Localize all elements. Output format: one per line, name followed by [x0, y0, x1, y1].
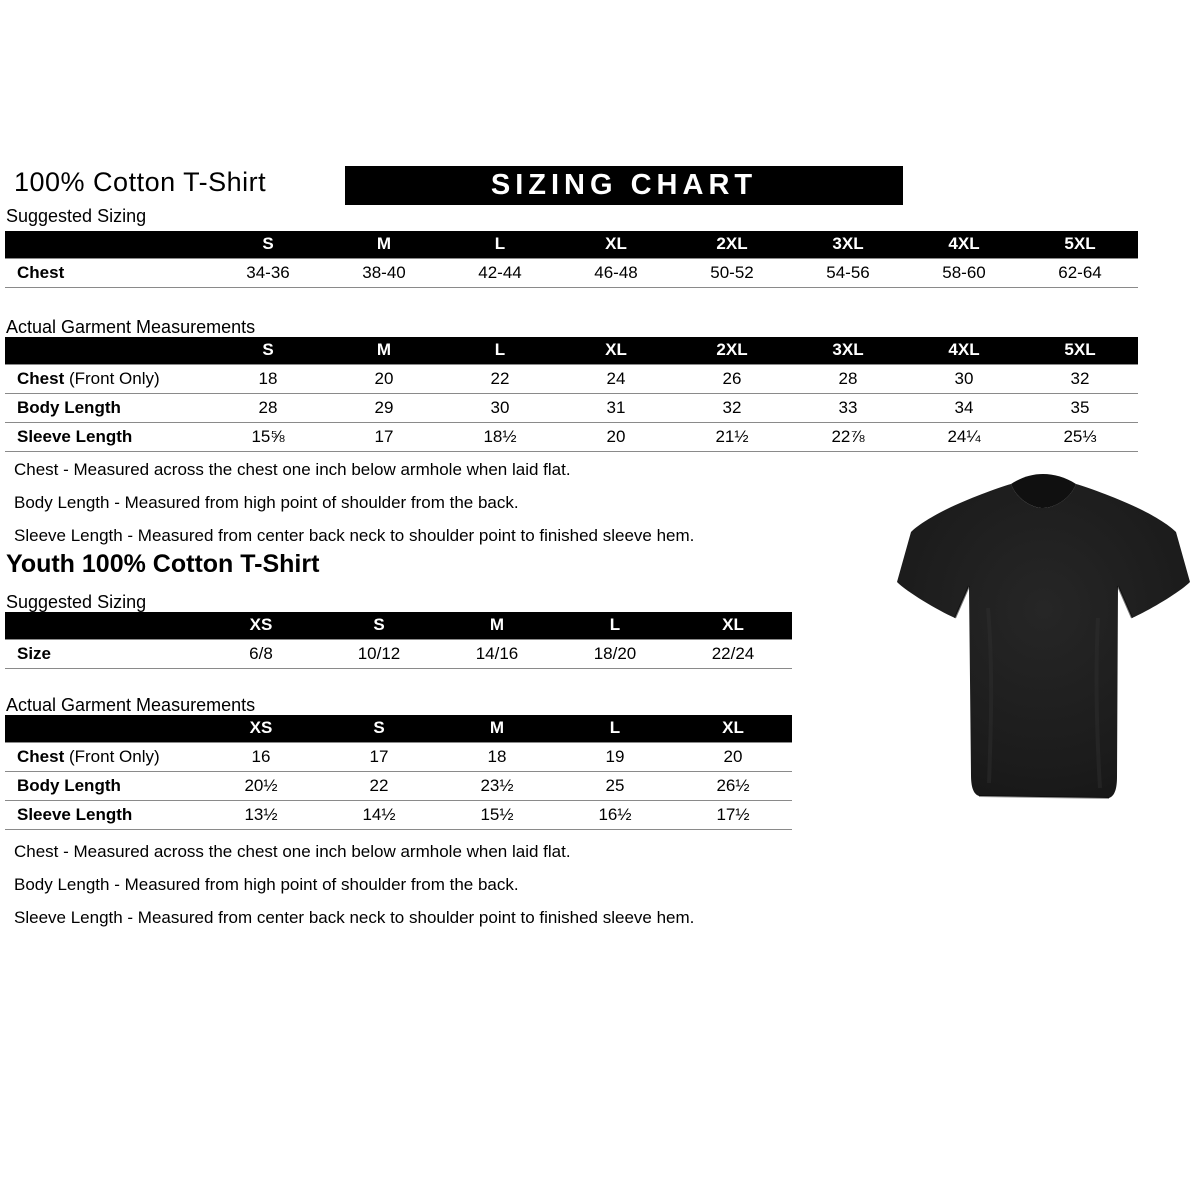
- size-value-cell: 28: [790, 364, 906, 393]
- table-header-row: [5, 715, 792, 742]
- row-label: Chest: [17, 746, 65, 766]
- table-row: [5, 800, 792, 829]
- size-value-cell: 50-52: [674, 258, 790, 287]
- size-header-cell: M: [438, 715, 556, 742]
- header-empty-cell: [5, 231, 210, 258]
- note-sleeve-length: Sleeve Length - Measured from center back neck to shoulder point to finished sleeve hem.: [14, 526, 695, 545]
- header-empty-cell: [5, 612, 202, 639]
- size-header-cell: S: [210, 337, 326, 364]
- tshirt-icon: [893, 468, 1193, 820]
- table-row: [5, 422, 1138, 451]
- size-header-cell: L: [442, 231, 558, 258]
- size-value-cell: 15½: [438, 800, 556, 829]
- row-label: Body Length: [17, 397, 121, 417]
- size-value-cell: 34: [906, 393, 1022, 422]
- row-label-cell: [5, 771, 202, 800]
- adult-actual-table: [5, 337, 1138, 452]
- youth-actual-table: [5, 715, 792, 830]
- adult-suggested-table: [5, 231, 1138, 288]
- size-value-cell: 32: [1022, 364, 1138, 393]
- size-header-cell: 4XL: [906, 337, 1022, 364]
- size-header-cell: XL: [674, 612, 792, 639]
- size-header-cell: L: [556, 612, 674, 639]
- row-label: Sleeve Length: [17, 426, 133, 446]
- note-chest: Chest - Measured across the chest one inch below armhole when laid flat.: [14, 460, 571, 479]
- size-header-cell: M: [326, 231, 442, 258]
- size-header-cell: 5XL: [1022, 231, 1138, 258]
- size-value-cell: 31: [558, 393, 674, 422]
- youth-suggested-label: Suggested Sizing: [6, 592, 147, 612]
- size-value-cell: 22/24: [674, 639, 792, 668]
- adult-notes: [14, 460, 694, 559]
- size-value-cell: 26: [674, 364, 790, 393]
- table-header-row: [5, 612, 792, 639]
- size-value-cell: 15⅝: [210, 422, 326, 451]
- table-row: [5, 639, 792, 668]
- size-value-cell: 22⅞: [790, 422, 906, 451]
- size-value-cell: 10/12: [320, 639, 438, 668]
- size-header-cell: 4XL: [906, 231, 1022, 258]
- size-value-cell: 30: [906, 364, 1022, 393]
- header-empty-cell: [5, 337, 210, 364]
- table-row: [5, 258, 1138, 287]
- size-value-cell: 17½: [674, 800, 792, 829]
- size-value-cell: 20: [326, 364, 442, 393]
- size-value-cell: 22: [442, 364, 558, 393]
- note-sleeve-length: Sleeve Length - Measured from center back neck to shoulder point to finished sleeve hem.: [14, 908, 695, 927]
- size-header-cell: XL: [674, 715, 792, 742]
- size-value-cell: 54-56: [790, 258, 906, 287]
- size-value-cell: 16½: [556, 800, 674, 829]
- row-label: Chest: [17, 262, 65, 282]
- note-body-length: Body Length - Measured from high point of shoulder from the back.: [14, 493, 519, 512]
- size-value-cell: 20½: [202, 771, 320, 800]
- row-label-cell: [5, 800, 202, 829]
- youth-title: Youth 100% Cotton T-Shirt: [6, 550, 320, 578]
- size-value-cell: 22: [320, 771, 438, 800]
- row-label: Body Length: [17, 775, 121, 795]
- size-value-cell: 18: [438, 742, 556, 771]
- size-value-cell: 34-36: [210, 258, 326, 287]
- size-value-cell: 18½: [442, 422, 558, 451]
- size-value-cell: 19: [556, 742, 674, 771]
- size-value-cell: 33: [790, 393, 906, 422]
- row-label-cell: [5, 422, 210, 451]
- size-value-cell: 13½: [202, 800, 320, 829]
- size-value-cell: 18: [210, 364, 326, 393]
- size-value-cell: 35: [1022, 393, 1138, 422]
- size-value-cell: 28: [210, 393, 326, 422]
- size-header-cell: S: [320, 612, 438, 639]
- size-header-cell: 5XL: [1022, 337, 1138, 364]
- size-value-cell: 18/20: [556, 639, 674, 668]
- size-header-cell: XL: [558, 231, 674, 258]
- size-header-cell: 2XL: [674, 337, 790, 364]
- adult-suggested-label: Suggested Sizing: [6, 206, 147, 226]
- size-value-cell: 14/16: [438, 639, 556, 668]
- size-value-cell: 26½: [674, 771, 792, 800]
- row-label: Chest: [17, 368, 65, 388]
- table-row: [5, 742, 792, 771]
- row-label-cell: [5, 364, 210, 393]
- size-value-cell: 58-60: [906, 258, 1022, 287]
- row-label: Sleeve Length: [17, 804, 133, 824]
- size-header-cell: M: [438, 612, 556, 639]
- size-value-cell: 17: [320, 742, 438, 771]
- size-header-cell: XL: [558, 337, 674, 364]
- row-label-cell: [5, 639, 202, 668]
- size-value-cell: 16: [202, 742, 320, 771]
- size-value-cell: 25: [556, 771, 674, 800]
- size-value-cell: 62-64: [1022, 258, 1138, 287]
- size-value-cell: 46-48: [558, 258, 674, 287]
- row-label-suffix: (Front Only): [64, 746, 160, 766]
- note-body-length: Body Length - Measured from high point of shoulder from the back.: [14, 875, 519, 894]
- row-label: Size: [17, 643, 52, 663]
- sizing-chart-banner: SIZING CHART: [345, 166, 903, 205]
- size-value-cell: 14½: [320, 800, 438, 829]
- table-row: [5, 364, 1138, 393]
- row-label-cell: [5, 742, 202, 771]
- size-header-cell: S: [210, 231, 326, 258]
- size-header-cell: S: [320, 715, 438, 742]
- table-header-row: [5, 231, 1138, 258]
- size-value-cell: 17: [326, 422, 442, 451]
- size-value-cell: 20: [674, 742, 792, 771]
- size-value-cell: 21½: [674, 422, 790, 451]
- size-value-cell: 25⅓: [1022, 422, 1138, 451]
- size-value-cell: 20: [558, 422, 674, 451]
- size-value-cell: 24¼: [906, 422, 1022, 451]
- size-header-cell: L: [442, 337, 558, 364]
- size-value-cell: 23½: [438, 771, 556, 800]
- size-header-cell: M: [326, 337, 442, 364]
- size-value-cell: 38-40: [326, 258, 442, 287]
- table-row: [5, 393, 1138, 422]
- row-label-suffix: (Front Only): [64, 368, 160, 388]
- adult-title: 100% Cotton T-Shirt: [14, 167, 267, 197]
- youth-suggested-table: [5, 612, 792, 669]
- table-header-row: [5, 337, 1138, 364]
- size-value-cell: 32: [674, 393, 790, 422]
- size-header-cell: 3XL: [790, 337, 906, 364]
- size-value-cell: 24: [558, 364, 674, 393]
- size-value-cell: 6/8: [202, 639, 320, 668]
- note-chest: Chest - Measured across the chest one inch below armhole when laid flat.: [14, 842, 571, 861]
- row-label-cell: [5, 393, 210, 422]
- size-header-cell: XS: [202, 715, 320, 742]
- adult-actual-label: Actual Garment Measurements: [6, 317, 256, 337]
- size-header-cell: XS: [202, 612, 320, 639]
- youth-notes: [14, 842, 694, 941]
- header-empty-cell: [5, 715, 202, 742]
- size-value-cell: 42-44: [442, 258, 558, 287]
- tshirt-image: [893, 468, 1193, 820]
- size-header-cell: 3XL: [790, 231, 906, 258]
- table-row: [5, 771, 792, 800]
- size-value-cell: 29: [326, 393, 442, 422]
- size-header-cell: 2XL: [674, 231, 790, 258]
- size-header-cell: L: [556, 715, 674, 742]
- row-label-cell: [5, 258, 210, 287]
- youth-actual-label: Actual Garment Measurements: [6, 695, 256, 715]
- size-value-cell: 30: [442, 393, 558, 422]
